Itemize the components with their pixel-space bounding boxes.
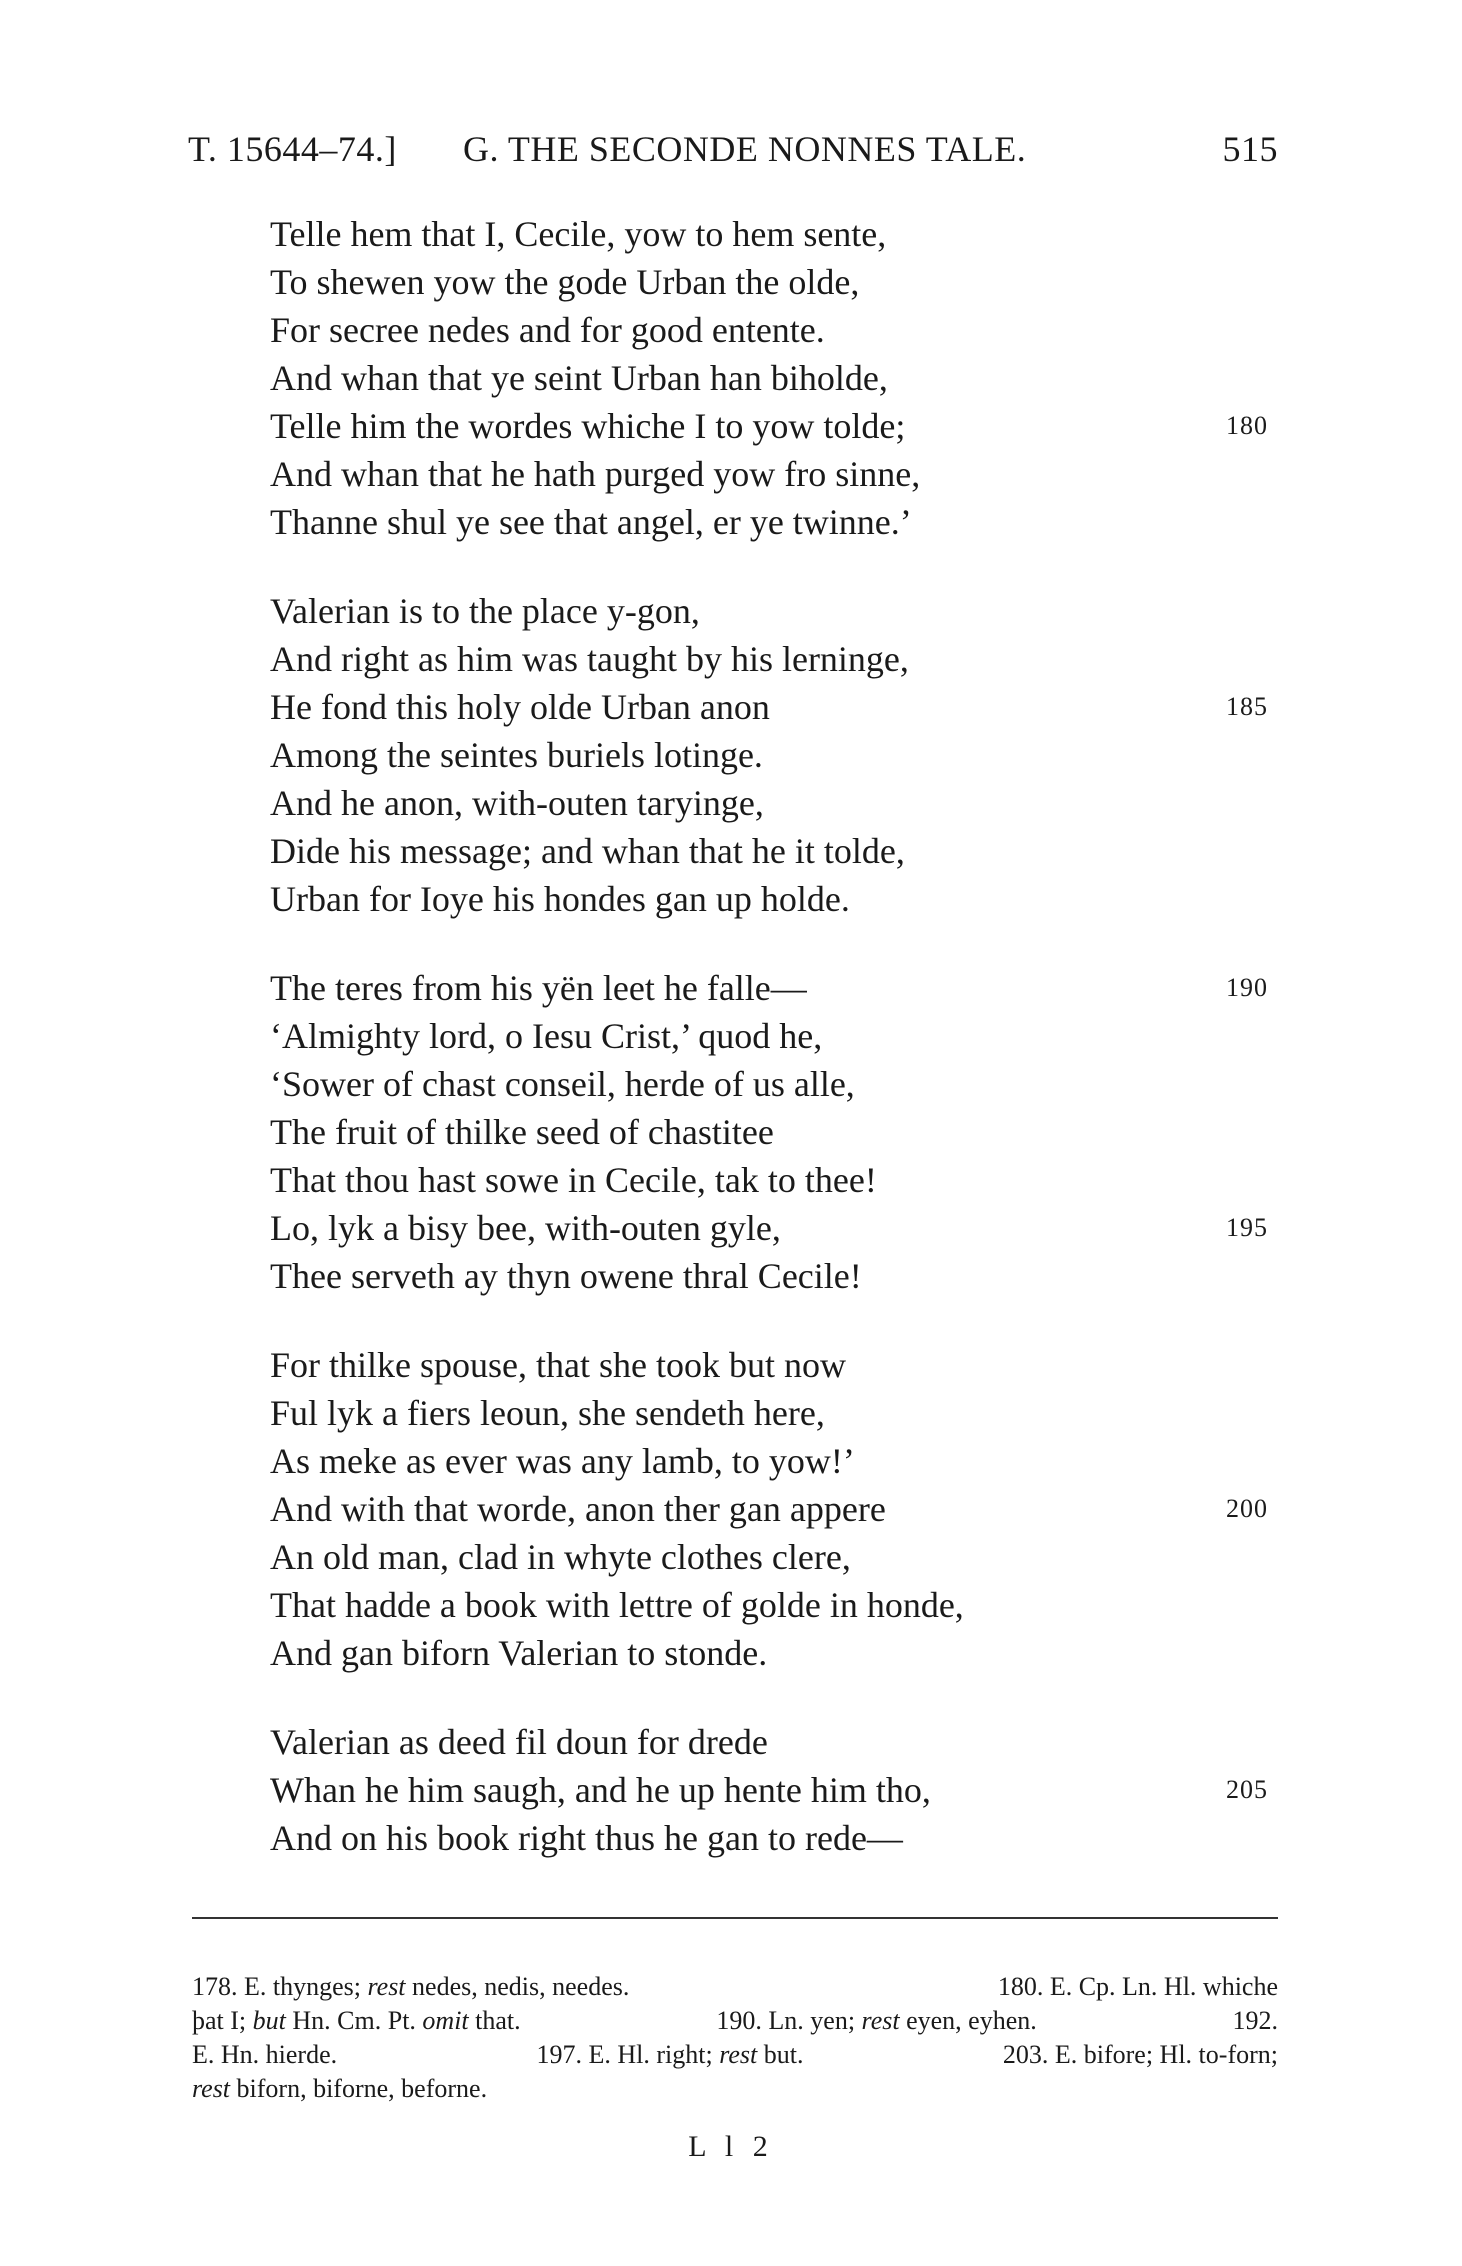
verse-line — [270, 1389, 1290, 1437]
footnote-italic: but — [252, 2006, 286, 2035]
verse-line — [270, 306, 1290, 354]
line-number: 205 — [1226, 1775, 1268, 1804]
footnote-text: but. — [763, 2040, 804, 2069]
verse-text: To shewen yow the gode Urban the olde, — [270, 262, 860, 302]
verse-line — [270, 1485, 1290, 1533]
verse-text: And he anon, with-outen taryinge, — [270, 783, 764, 823]
footnote-segment — [716, 2004, 1036, 2038]
verse-line — [270, 587, 1290, 635]
verse-text: Thee serveth ay thyn owene thral Cecile! — [270, 1256, 862, 1296]
verse-text: Telle hem that I, Cecile, yow to hem sente, — [270, 214, 887, 254]
footnote-line — [192, 2072, 1278, 2106]
verse-text: Lo, lyk a bisy bee, with-outen gyle, — [270, 1208, 781, 1248]
verse-text: Thanne shul ye see that angel, er ye twinne.’ — [270, 502, 912, 542]
verse-line — [270, 779, 1290, 827]
verse-text: An old man, clad in whyte clothes clere, — [270, 1537, 851, 1577]
footnote-line — [192, 1970, 1278, 2004]
signature-mark: L l 2 — [688, 2130, 774, 2163]
running-header — [188, 128, 1278, 178]
verse-text: He fond this holy olde Urban anon — [270, 687, 770, 727]
verse-line — [270, 1204, 1290, 1252]
stanza — [270, 964, 1290, 1300]
verse-line — [270, 258, 1290, 306]
verse-text: The fruit of thilke seed of chastitee — [270, 1112, 774, 1152]
verse-text: That thou hast sowe in Cecile, tak to thee! — [270, 1160, 877, 1200]
stanza-gap — [270, 1300, 1290, 1341]
footnote-text: biforn, biforne, beforne. — [236, 2074, 488, 2103]
footnote-segment — [192, 2004, 521, 2038]
stanza — [270, 1718, 1290, 1862]
footnote-text: 180. E. Cp. Ln. Hl. whiche — [997, 1972, 1278, 2001]
line-number: 180 — [1226, 411, 1268, 440]
verse-text: And on his book right thus he gan to rede— — [270, 1818, 903, 1858]
verse-text: For thilke spouse, that she took but now — [270, 1345, 846, 1385]
footnote-text: 192. — [1232, 2006, 1278, 2035]
footnote-text: 197. E. Hl. right; — [536, 2040, 713, 2069]
footnote-text: nedes, nedis, needes. — [412, 1972, 630, 2001]
footnote-line — [192, 2004, 1278, 2038]
verse-text: Ful lyk a fiers leoun, she sendeth here, — [270, 1393, 825, 1433]
verse-text: Telle him the wordes whiche I to yow tolde; — [270, 406, 906, 446]
verse-text: The teres from his yën leet he falle— — [270, 968, 807, 1008]
stanza — [270, 210, 1290, 546]
verse-text: Dide his message; and whan that he it tolde, — [270, 831, 905, 871]
verse-line — [270, 1437, 1290, 1485]
footnote-segment — [537, 2038, 804, 2072]
verse-text: ‘Sower of chast conseil, herde of us alle, — [270, 1064, 855, 1104]
verse-line — [270, 1766, 1290, 1814]
stanza-gap — [270, 1677, 1290, 1718]
verse-line — [270, 731, 1290, 779]
footnote-italic: rest — [192, 2074, 231, 2103]
footnote-text: þat I; — [192, 2006, 247, 2035]
footnote-italic: rest — [367, 1972, 406, 2001]
footnote-italic: rest — [861, 2006, 900, 2035]
footnote-text: E. Hn. hierde. — [192, 2040, 338, 2069]
verse-line — [270, 1718, 1290, 1766]
line-number: 195 — [1226, 1213, 1268, 1242]
verse-text: And with that worde, anon ther gan appere — [270, 1489, 886, 1529]
verse-line — [270, 964, 1290, 1012]
verse-text: For secree nedes and for good entente. — [270, 310, 825, 350]
verse-text: Urban for Ioye his hondes gan up holde. — [270, 879, 850, 919]
verse-line — [270, 498, 1290, 546]
verse-text: And whan that ye seint Urban han biholde, — [270, 358, 888, 398]
footnote-text: 203. E. bifore; Hl. to-forn; — [1002, 2040, 1278, 2069]
line-number: 185 — [1226, 692, 1268, 721]
footnote-italic: omit — [422, 2006, 469, 2035]
stanza-gap — [270, 923, 1290, 964]
verse-line — [270, 635, 1290, 683]
verse-line — [270, 1533, 1290, 1581]
verse-line — [270, 354, 1290, 402]
footnote-segment — [192, 1970, 629, 2004]
verse-text: Whan he him saugh, and he up hente him tho, — [270, 1770, 931, 1810]
header-line-range: T. 15644–74.] — [188, 129, 397, 169]
verse-text: Among the seintes buriels lotinge. — [270, 735, 763, 775]
footnote-italic: rest — [719, 2040, 758, 2069]
header-title: G. THE SECONDE NONNES TALE. — [463, 129, 1027, 169]
verse-text: Valerian is to the place y-gon, — [270, 591, 700, 631]
verse-text: Valerian as deed fil doun for drede — [270, 1722, 768, 1762]
verse-line — [270, 1581, 1290, 1629]
line-number: 190 — [1226, 973, 1268, 1002]
poem-text — [270, 210, 1290, 1862]
verse-line — [270, 1108, 1290, 1156]
footnote-text: that. — [475, 2006, 521, 2035]
stanza-gap — [270, 546, 1290, 587]
line-number: 200 — [1226, 1494, 1268, 1523]
verse-line — [270, 827, 1290, 875]
footnote-line — [192, 2038, 1278, 2072]
verse-line — [270, 683, 1290, 731]
footnote-divider — [192, 1917, 1278, 1919]
stanza — [270, 587, 1290, 923]
verse-text: And whan that he hath purged yow fro sinne, — [270, 454, 921, 494]
verse-line — [270, 1156, 1290, 1204]
verse-line — [270, 402, 1290, 450]
footnotes — [192, 1970, 1278, 2106]
verse-line — [270, 1060, 1290, 1108]
verse-line — [270, 1252, 1290, 1300]
footnote-segment — [192, 2072, 487, 2106]
verse-text: As meke as ever was any lamb, to yow!’ — [270, 1441, 855, 1481]
verse-text: And right as him was taught by his lerninge, — [270, 639, 909, 679]
verse-line — [270, 210, 1290, 258]
verse-line — [270, 1341, 1290, 1389]
footnote-text: 190. Ln. yen; — [716, 2006, 856, 2035]
page-number: 515 — [1222, 129, 1278, 169]
verse-line — [270, 1012, 1290, 1060]
verse-text: That hadde a book with lettre of golde in honde, — [270, 1585, 964, 1625]
verse-text: And gan biforn Valerian to stonde. — [270, 1633, 768, 1673]
footnote-text: 178. E. thynges; — [192, 1972, 361, 2001]
verse-line — [270, 875, 1290, 923]
stanza — [270, 1341, 1290, 1677]
footnote-text: eyen, eyhen. — [906, 2006, 1037, 2035]
verse-line — [270, 1814, 1290, 1862]
verse-line — [270, 450, 1290, 498]
verse-text: ‘Almighty lord, o Iesu Crist,’ quod he, — [270, 1016, 823, 1056]
verse-line — [270, 1629, 1290, 1677]
footnote-text: Hn. Cm. Pt. — [292, 2006, 416, 2035]
